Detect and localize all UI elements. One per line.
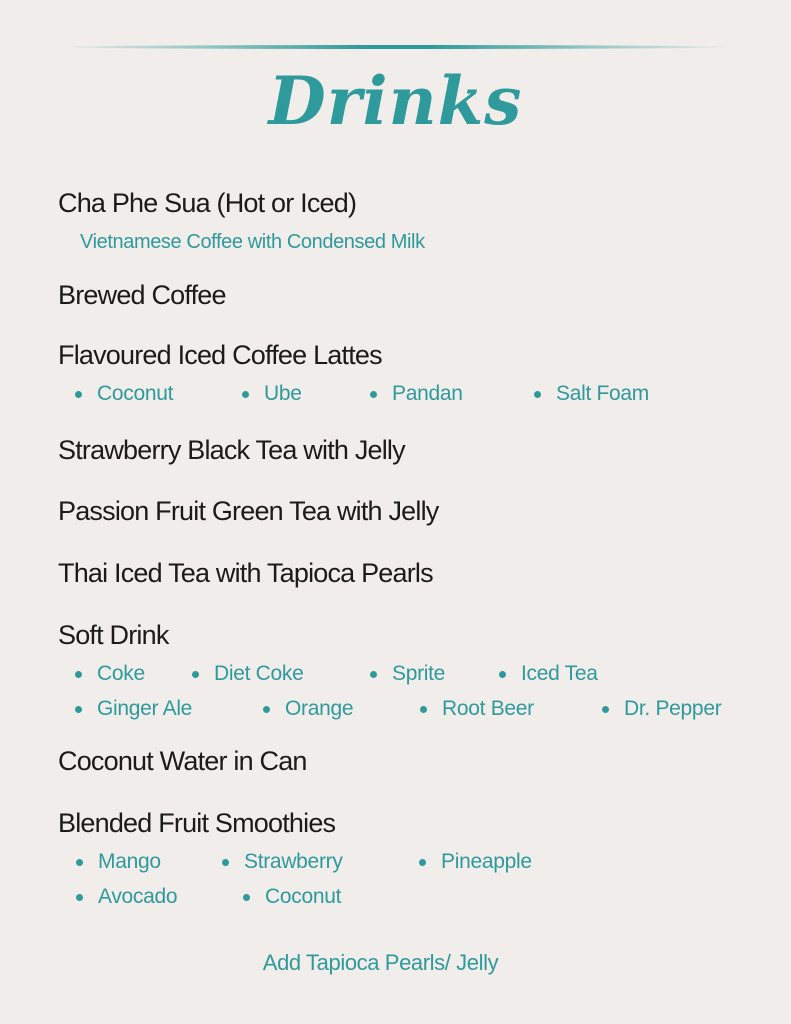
menu-item-cha-phe-sua: Cha Phe Sua (Hot or Iced) [58,188,357,218]
soft-drink-option: Dr. Pepper [624,697,722,720]
bullet-icon [602,706,609,713]
latte-flavour-option: Ube [264,382,302,405]
bullet-icon [222,859,229,866]
bullet-icon [242,391,249,398]
menu-item-passion-fruit-green-tea: Passion Fruit Green Tea with Jelly [58,496,439,526]
smoothie-option: Coconut [265,885,342,908]
soft-drink-option: Root Beer [442,697,534,720]
bullet-icon [534,391,541,398]
soft-drink-option: Sprite [392,662,446,685]
bullet-icon [263,706,270,713]
smoothie-option: Strawberry [244,850,343,873]
decorative-rule [58,45,734,49]
soft-drink-option: Ginger Ale [97,697,193,720]
page-title: Drinks [268,62,523,140]
soft-drink-option: Diet Coke [214,662,304,685]
bullet-icon [75,671,82,678]
menu-item-strawberry-black-tea: Strawberry Black Tea with Jelly [58,435,405,465]
soft-drink-option: Coke [97,662,145,685]
bullet-icon [370,671,377,678]
menu-item-coconut-water: Coconut Water in Can [58,746,307,776]
smoothie-option: Pineapple [441,850,532,873]
soft-drink-option: Orange [285,697,354,720]
bullet-icon [75,391,82,398]
bullet-icon [192,671,199,678]
bullet-icon [76,894,83,901]
bullet-icon [370,391,377,398]
smoothie-option: Avocado [98,885,178,908]
bullet-icon [420,706,427,713]
add-on-note: Add Tapioca Pearls/ Jelly [262,950,499,975]
menu-item-description: Vietnamese Coffee with Condensed Milk [80,231,425,253]
latte-flavour-option: Coconut [97,382,174,405]
bullet-icon [76,859,83,866]
menu-item-flavoured-lattes: Flavoured Iced Coffee Lattes [58,340,382,370]
bullet-icon [499,671,506,678]
soft-drink-option: Iced Tea [521,662,598,685]
menu-item-soft-drink: Soft Drink [58,620,169,650]
bullet-icon [243,894,250,901]
latte-flavour-option: Salt Foam [556,382,649,405]
smoothie-option: Mango [98,850,161,873]
menu-item-smoothies: Blended Fruit Smoothies [58,808,336,838]
bullet-icon [419,859,426,866]
menu-item-brewed-coffee: Brewed Coffee [58,280,226,310]
bullet-icon [75,706,82,713]
latte-flavour-option: Pandan [392,382,463,405]
menu-item-thai-iced-tea: Thai Iced Tea with Tapioca Pearls [58,558,433,588]
